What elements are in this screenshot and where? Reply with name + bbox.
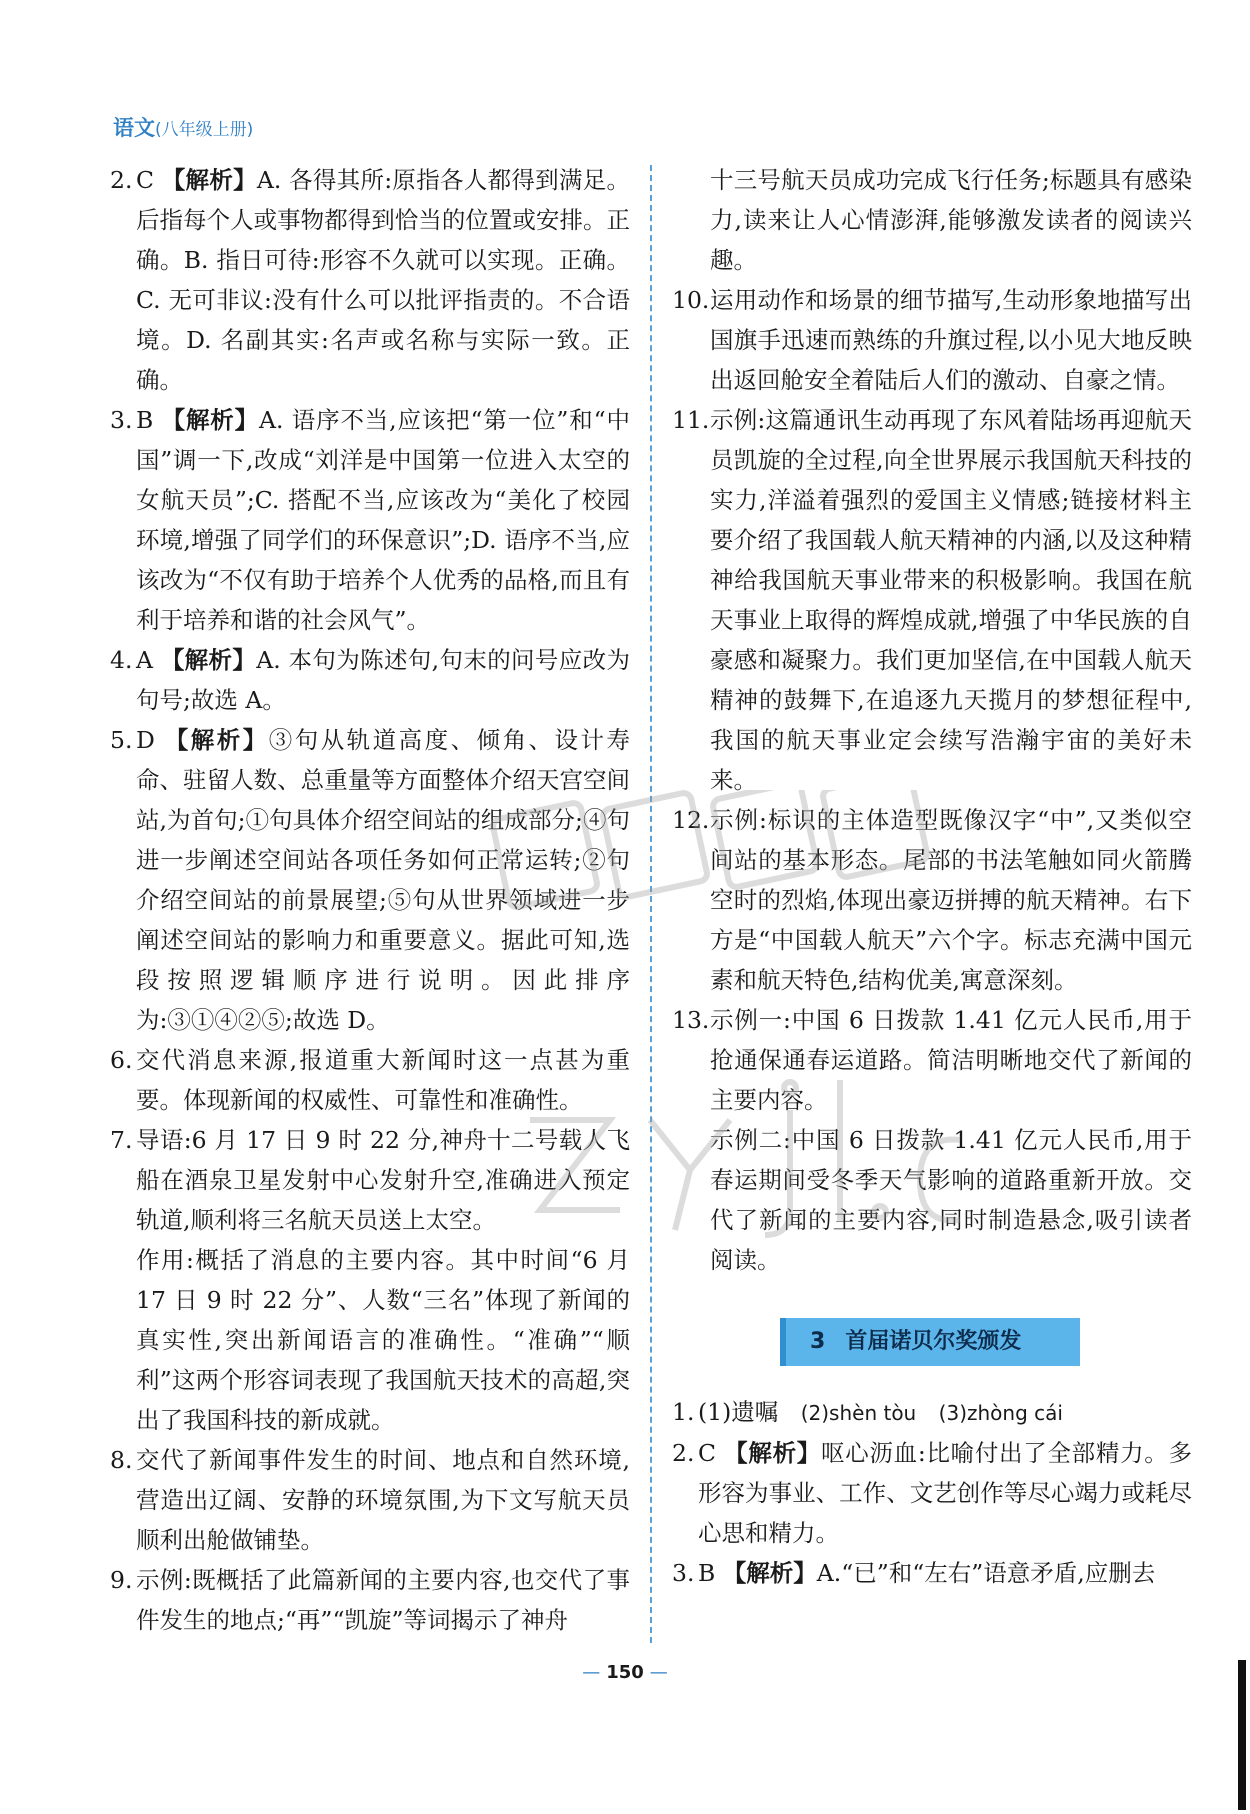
answer-item [110, 640, 630, 720]
right-column [672, 160, 1192, 1593]
answer-text: 十三号航天员成功完成飞行任务;标题具有感染力,读来让人心情澎湃,能够激发读者的阅读兴趣。 [710, 166, 1192, 274]
item-number: 9. [110, 1566, 133, 1594]
answer-letter: B [698, 1559, 716, 1587]
analysis-tag: 【解析】 [722, 1559, 817, 1587]
section-number: 3 [810, 1329, 826, 1354]
section-heading [780, 1318, 1080, 1366]
column-divider [650, 165, 652, 1643]
analysis-tag: 【解析】 [724, 1439, 821, 1467]
answer-text: 示例:这篇通讯生动再现了东风着陆场再迎航天员凯旋的全过程,向全世界展示我国航天科技的实力,洋溢着强烈的爱国主义情感;链接材料主要介绍了我国载人航天精神的内涵,以及这种精神给我国航天事业带来的积极影响。我国在航天事业上取得的辉煌成就,增强了中华民族的自豪感和凝聚力。我们更加坚信,在中国载人航天精神的鼓舞下,在追逐九天揽月的梦想征程中,我国的航天事业定会续写浩瀚宇宙的美好未来。 [710, 406, 1192, 794]
item-number: 6. [110, 1046, 133, 1074]
answer-item [110, 400, 630, 640]
answer-item [110, 1040, 630, 1120]
answer-letter: D [136, 726, 155, 754]
answer-item [672, 1433, 1192, 1553]
item-number: 12. [672, 806, 710, 834]
answer-part: (3)zhòng cái [938, 1401, 1063, 1425]
item-number: 11. [672, 406, 710, 434]
answer-item [110, 720, 630, 1040]
answer-text: 运用动作和场景的细节描写,生动形象地描写出国旗手迅速而熟练的升旗过程,以小见大地反映出返回舱安全着陆后人们的激动、自豪之情。 [710, 286, 1192, 394]
answer-letter: A [136, 646, 153, 674]
running-header [113, 112, 253, 142]
page-dash-left: — [582, 1662, 601, 1683]
analysis-tag: 【解析】 [164, 726, 269, 754]
item-number: 2. [672, 1439, 695, 1467]
answer-paragraph: 作用:概括了消息的主要内容。其中时间“6 月 17 日 9 时 22 分”、人数“三名”体现了新闻的真实性,突出新闻语言的准确性。“准确”“顺利”这两个形容词表现了我国航天技术的高超,突出了我国科技的新成就。 [136, 1246, 630, 1434]
answer-part: (2)shèn tòu [800, 1401, 917, 1425]
answer-item [672, 1392, 1192, 1433]
section-title: 首届诺贝尔奖颁发 [845, 1329, 1022, 1354]
answer-item [672, 280, 1192, 400]
continued-text [672, 160, 1192, 280]
answer-text: 示例:既概括了此篇新闻的主要内容,也交代了事件发生的地点;“再”“凯旋”等词揭示了神舟 [136, 1566, 630, 1634]
page-number-value: 150 [606, 1662, 644, 1683]
grade-label: (八年级上册) [155, 120, 254, 140]
item-number: 1. [672, 1398, 695, 1426]
answer-paragraph: 导语:6 月 17 日 9 时 22 分,神舟十二号载人飞船在酒泉卫星发射中心发射升空,准确进入预定轨道,顺利将三名航天员送上太空。 [136, 1126, 630, 1234]
answer-text: 呕心沥血:比喻付出了全部精力。多形容为事业、工作、文艺创作等尽心竭力或耗尽心思和精力。 [698, 1439, 1192, 1547]
page-number [0, 1662, 1250, 1683]
answer-text: A. 本句为陈述句,句末的问号应改为句号;故选 A。 [136, 646, 630, 714]
item-number: 4. [110, 646, 133, 674]
analysis-tag: 【解析】 [160, 646, 257, 674]
scan-shadow [1238, 1660, 1246, 1810]
page-dash-right: — [649, 1662, 668, 1683]
answer-letter: B [136, 406, 154, 434]
left-column [110, 160, 630, 1640]
item-number: 10. [672, 286, 710, 314]
item-number: 8. [110, 1446, 133, 1474]
answer-item [672, 800, 1192, 1000]
analysis-tag: 【解析】 [161, 406, 259, 434]
analysis-tag: 【解析】 [161, 166, 257, 194]
item-number: 3. [110, 406, 133, 434]
answer-text: ③句从轨道高度、倾角、设计寿命、驻留人数、总重量等方面整体介绍天宫空间站,为首句;①句具体介绍空间站的组成部分;④句进一步阐述空间站各项任务如何正常运转;②句介绍空间站的前景展望;⑤句从世界领域进一步阐述空间站的影响力和重要意义。据此可知,选段按照逻辑顺序进行说明。因此排序为:③①④②⑤;故选 D。 [136, 726, 630, 1034]
item-number: 3. [672, 1559, 695, 1587]
answer-paragraph: 示例一:中国 6 日拨款 1.41 亿元人民币,用于抢通保通春运道路。简洁明晰地交代了新闻的主要内容。 [710, 1006, 1192, 1114]
answer-item [110, 1560, 630, 1640]
answer-item [672, 400, 1192, 800]
answer-item [110, 1440, 630, 1560]
answer-item [672, 1553, 1192, 1593]
answer-text: A. 各得其所:原指各人都得到满足。后指每个人或事物都得到恰当的位置或安排。正确。B. 指日可待:形容不久就可以实现。正确。C. 无可非议:没有什么可以批评指责的。不合语境。D. 名副其实:名声或名称与实际一致。正确。 [136, 166, 630, 394]
answer-text: A. 语序不当,应该把“第一位”和“中国”调一下,改成“刘洋是中国第一位进入太空的女航天员”;C. 搭配不当,应该改为“美化了校园环境,增强了同学们的环保意识”;D. 语序不当,应该改为“不仅有助于培养个人优秀的品格,而且有利于培养和谐的社会风气”。 [136, 406, 630, 634]
item-number: 7. [110, 1126, 133, 1154]
answer-text: 示例:标识的主体造型既像汉字“中”,又类似空间站的基本形态。尾部的书法笔触如同火箭腾空时的烈焰,体现出豪迈拼搏的航天精神。右下方是“中国载人航天”六个字。标志充满中国元素和航天特色,结构优美,寓意深刻。 [710, 806, 1192, 994]
answer-item [110, 1120, 630, 1440]
answer-text: A.“已”和“左右”语意矛盾,应删去 [816, 1559, 1156, 1587]
item-number: 5. [110, 726, 133, 754]
answer-text: 交代了新闻事件发生的时间、地点和自然环境,营造出辽阔、安静的环境氛围,为下文写航天员顺利出舱做铺垫。 [136, 1446, 630, 1554]
subject-label: 语文 [113, 116, 155, 140]
answer-text: 交代消息来源,报道重大新闻时这一点甚为重要。体现新闻的权威性、可靠性和准确性。 [136, 1046, 630, 1114]
item-number: 13. [672, 1006, 710, 1034]
answer-paragraph: 示例二:中国 6 日拨款 1.41 亿元人民币,用于春运期间受冬季天气影响的道路重新开放。交代了新闻的主要内容,同时制造悬念,吸引读者阅读。 [710, 1126, 1192, 1274]
answer-letter: C [698, 1439, 716, 1467]
answer-item [672, 1000, 1192, 1280]
item-number: 2. [110, 166, 133, 194]
answer-item [110, 160, 630, 400]
answer-letter: C [136, 166, 154, 194]
answer-part: (1)遗嘱 [698, 1398, 779, 1426]
